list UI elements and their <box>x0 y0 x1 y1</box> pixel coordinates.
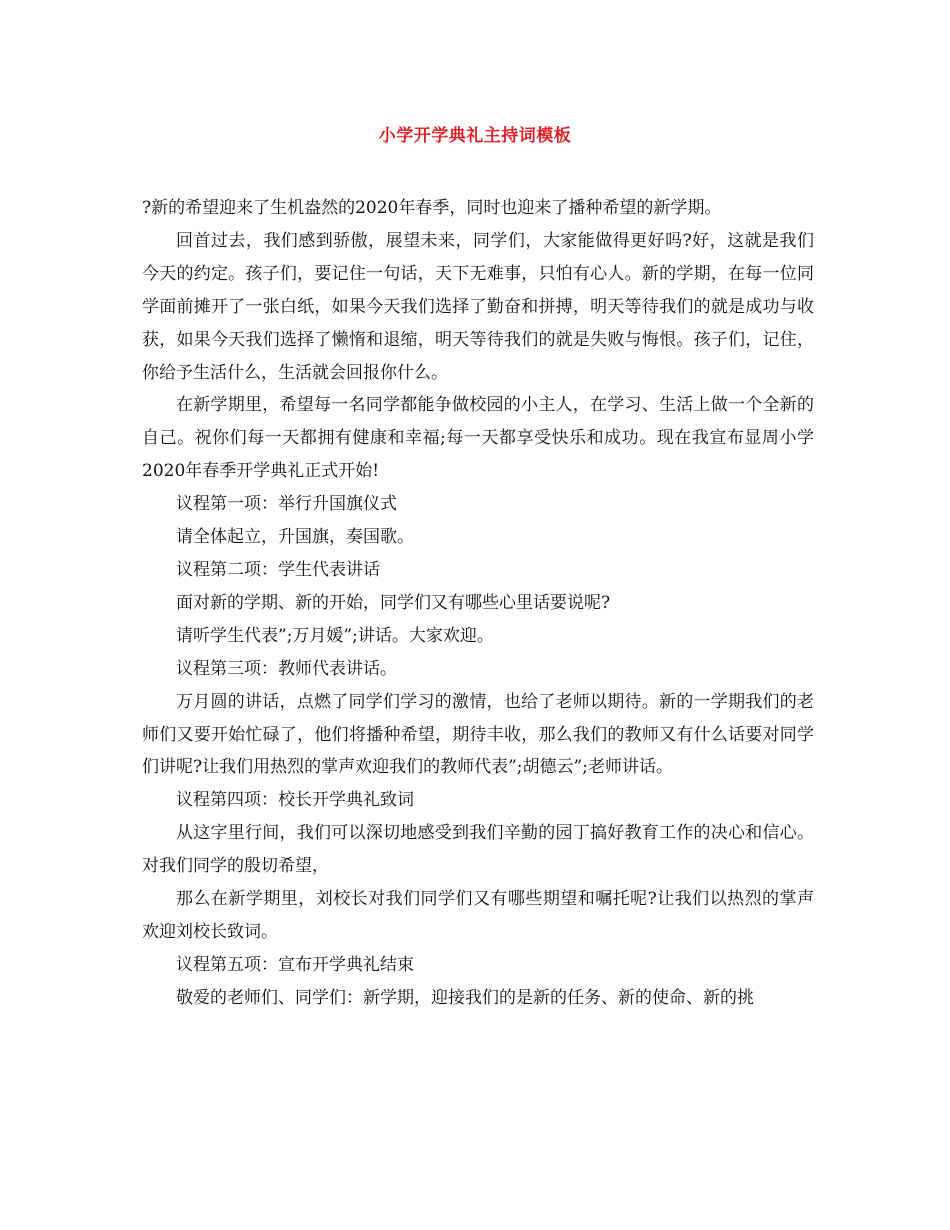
paragraph-principal-intro: 那么在新学期里，刘校长对我们同学们又有哪些期望和嘱托呢?让我们以热烈的掌声欢迎刘校长致词。 <box>142 889 814 942</box>
paragraph-student-question: 面对新的学期、新的开始，同学们又有哪些心里话要说呢? <box>176 592 611 613</box>
agenda-item-3: 议程第三项：教师代表讲话。 <box>176 658 397 679</box>
paragraph-student-speaker: 请听学生代表”;万月媛”;讲话。大家欢迎。 <box>176 625 494 646</box>
document-title: 小学开学典礼主持词模板 <box>378 126 572 146</box>
agenda-item-4: 议程第四项：校长开学典礼致词 <box>176 790 414 811</box>
paragraph-flag-ceremony: 请全体起立，升国旗，奏国歌。 <box>176 527 414 548</box>
agenda-item-2: 议程第二项：学生代表讲话 <box>176 559 380 580</box>
paragraph-teacher-intro: 万月圆的讲话，点燃了同学们学习的激情，也给了老师以期待。新的一学期我们的老师们又要开始忙碌了，他们将播种希望，期待丰收，那么我们的教师又有什么话要对同学们讲呢?让我们用热烈的掌声欢迎我们的教师代表”;胡德云”;老师讲话。 <box>142 691 814 778</box>
paragraph-principal-lead: 从这字里行间，我们可以深切地感受到我们辛勤的园丁搞好教育工作的决心和信心。对我们同学的殷切希望， <box>142 823 814 877</box>
paragraph-closing: 敬爱的老师们、同学们：新学期，迎接我们的是新的任务、新的使命、新的挑 <box>176 987 754 1008</box>
paragraph-reflection: 回首过去，我们感到骄傲，展望未来，同学们，大家能做得更好吗?好，这就是我们今天的约定。孩子们，要记住一句话，天下无难事，只怕有心人。新的学期，在每一位同学面前摊开了一张白纸，如果今天我们选择了勤奋和拼搏，明天等待我们的就是成功与收获，如果今天我们选择了懒惰和退缩，明天等待我们的就是失败与悔恨。孩子们，记住，你给予生活什么，生活就会回报你什么。 <box>142 230 814 383</box>
document-body <box>142 192 814 1015</box>
agenda-item-5: 议程第五项：宣布开学典礼结束 <box>176 954 414 975</box>
paragraph-intro: ?新的希望迎来了生机盎然的2020年春季，同时也迎来了播种希望的新学期。 <box>142 198 722 218</box>
paragraph-new-semester: 在新学期里，希望每一名同学都能争做校园的小主人，在学习、生活上做一个全新的自己。祝你们每一天都拥有健康和幸福;每一天都享受快乐和成功。现在我宣布显周小学2020年春季开学典礼正式开始! <box>142 395 814 482</box>
agenda-item-1: 议程第一项：举行升国旗仪式 <box>176 494 397 515</box>
